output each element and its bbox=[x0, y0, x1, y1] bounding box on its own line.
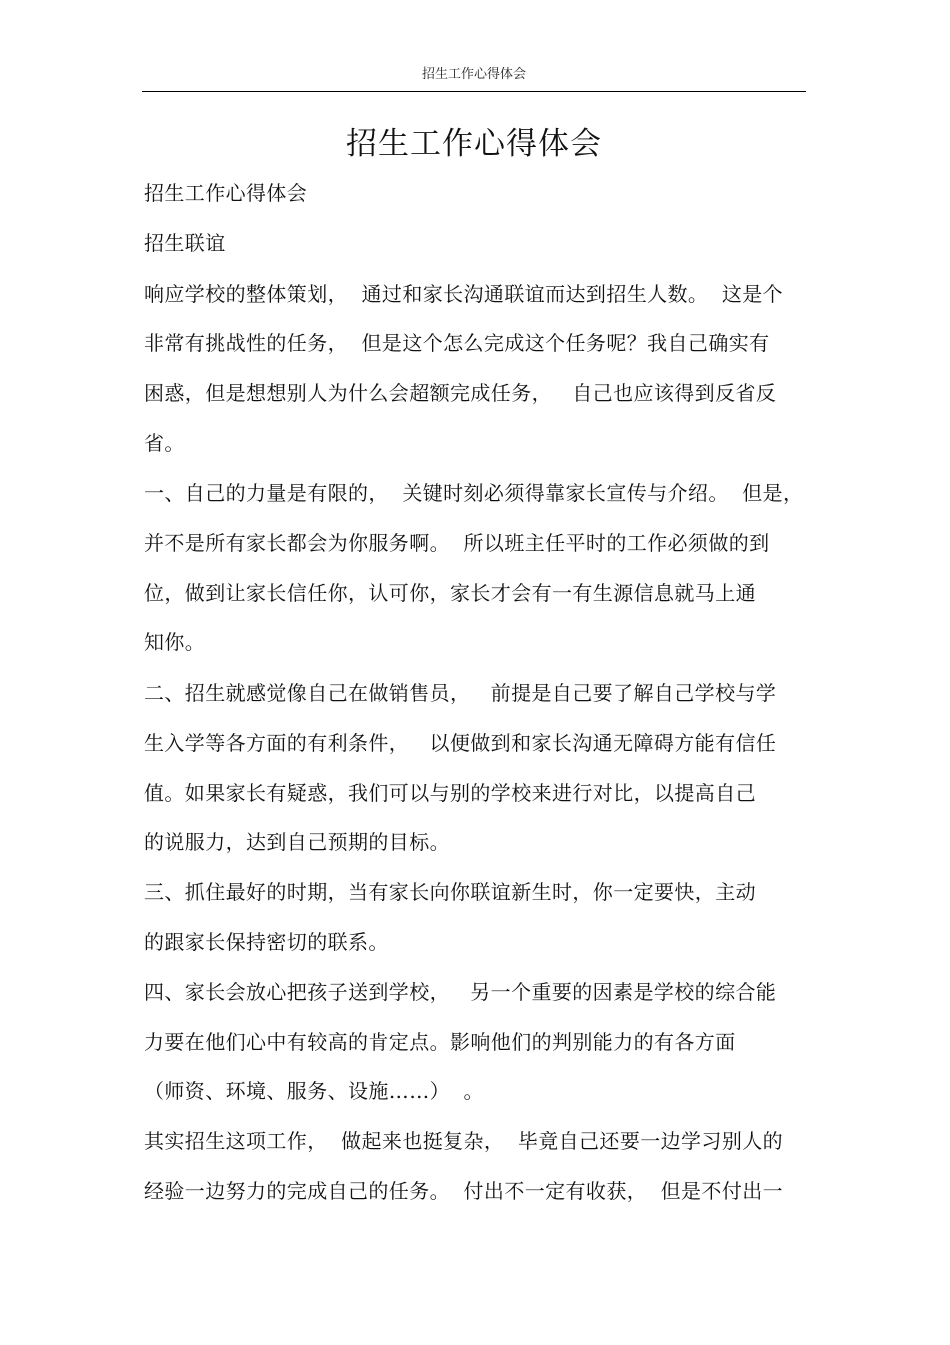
body-line: 非常有挑战性的任务， 但是这个怎么完成这个任务呢？我自己确实有 bbox=[144, 331, 770, 355]
body-line: 的说服力，达到自己预期的目标。 bbox=[144, 830, 450, 854]
body-line: 力要在他们心中有较高的肯定点。影响他们的判别能力的有各方面 bbox=[144, 1030, 736, 1054]
body-line: 三、抓住最好的时期，当有家长向你联谊新生时，你一定要快，主动 bbox=[144, 880, 756, 904]
header-rule bbox=[142, 91, 806, 92]
running-header: 招生工作心得体会 bbox=[421, 67, 526, 82]
body-line: 并不是所有家长都会为你服务啊。 所以班主任平时的工作必须做的到 bbox=[144, 531, 770, 555]
body-line: 困惑，但是想想别人为什么会超额完成任务， 自己也应该得到反省反 bbox=[144, 381, 777, 405]
body-line: 值。如果家长有疑惑，我们可以与别的学校来进行对比，以提高自己 bbox=[144, 781, 756, 805]
body-line: 二、招生就感觉像自己在做销售员， 前提是自己要了解自己学校与学 bbox=[144, 681, 777, 705]
body-line: 一、自己的力量是有限的， 关键时刻必须得靠家长宣传与介绍。 但是， bbox=[144, 481, 804, 505]
section-heading: 招生联谊 bbox=[144, 231, 226, 255]
body-line: 其实招生这项工作， 做起来也挺复杂， 毕竟自己还要一边学习别人的 bbox=[144, 1129, 784, 1153]
body-line: 知你。 bbox=[144, 630, 206, 654]
body-line: 生入学等各方面的有利条件， 以便做到和家长沟通无障碍方能有信任 bbox=[144, 731, 777, 755]
body-line: 的跟家长保持密切的联系。 bbox=[144, 930, 389, 954]
body-line: 位，做到让家长信任你，认可你，家长才会有一有生源信息就马上通 bbox=[144, 581, 756, 605]
body-line: 省。 bbox=[144, 431, 185, 455]
body-line: 经验一边努力的完成自己的任务。 付出不一定有收获， 但是不付出一 bbox=[144, 1179, 784, 1203]
subtitle-line: 招生工作心得体会 bbox=[144, 181, 308, 205]
body-line: 响应学校的整体策划， 通过和家长沟通联谊而达到招生人数。 这是个 bbox=[144, 282, 784, 306]
document-title: 招生工作心得体会 bbox=[346, 126, 602, 162]
body-line: 四、家长会放心把孩子送到学校， 另一个重要的因素是学校的综合能 bbox=[144, 980, 777, 1004]
body-line: （师资、环境、服务、设施……） 。 bbox=[144, 1079, 484, 1103]
